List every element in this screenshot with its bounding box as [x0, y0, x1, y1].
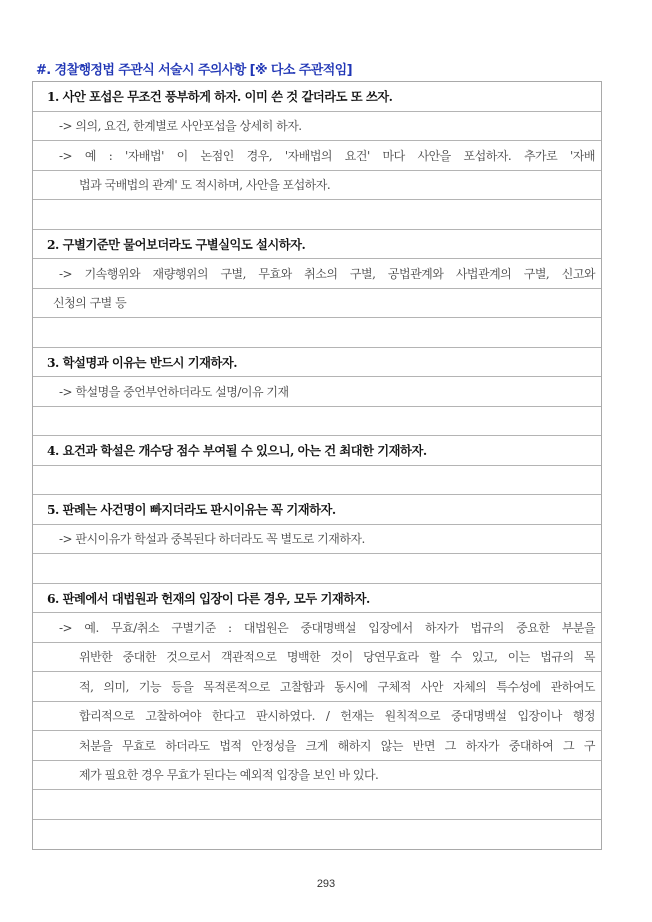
- row-text: -> 예 : '자배법' 이 논점인 경우, '자배법의 요건' 마다 사안을 포섭하자. 추가로 '자배: [59, 148, 595, 163]
- row-text: 위반한 중대한 것으로서 객관적으로 명백한 것이 당연무효라 할 수 있고, 이는 법규의 목: [79, 650, 595, 665]
- row-text: 합리적으로 고찰하여야 한다고 판시하였다. / 헌재는 원칙적으로 중대명백설 입장이나 행정: [79, 709, 595, 724]
- blank-row: [33, 318, 601, 348]
- section-5-title: [33, 495, 601, 525]
- blank-row: [33, 554, 601, 584]
- row-text: 처분을 무효로 하더라도 법적 안정성을 크게 해하지 않는 반면 그 하자가 중대하여 그 구: [79, 738, 595, 753]
- row-text: 3. 학설명과 이유는 반드시 기재하자.: [47, 354, 238, 370]
- section-6-title: [33, 584, 601, 614]
- row-text: 5. 판례는 사건명이 빠지더라도 판시이유는 꼭 기재하자.: [47, 502, 336, 518]
- section-2-title: [33, 230, 601, 260]
- section-6-note-continued: [33, 731, 601, 761]
- blank-row: [33, 200, 601, 230]
- section-2-note: [33, 259, 601, 289]
- section-2-note-continued: [33, 289, 601, 319]
- section-3-note: [33, 377, 601, 407]
- section-1-note-continued: [33, 171, 601, 201]
- row-text: -> 의의, 요건, 한계별로 사안포섭을 상세히 하자.: [59, 119, 302, 134]
- blank-row: [33, 407, 601, 437]
- row-text: -> 기속행위와 재량행위의 구별, 무효와 취소의 구별, 공법관계와 사법관계의 구별, 신고와: [59, 266, 595, 281]
- row-text: 4. 요건과 학설은 개수당 점수 부여될 수 있으니, 아는 건 최대한 기재하자.: [47, 443, 427, 459]
- document-heading: #. 경찰행정법 주관식 서술시 주의사항 [※ 다소 주관적임]: [36, 63, 352, 78]
- section-1-title: [33, 82, 601, 112]
- row-text: -> 학설명을 중언부언하더라도 설명/이유 기재: [59, 384, 289, 399]
- row-text: 2. 구별기준만 물어보더라도 구별실익도 설시하자.: [47, 236, 306, 252]
- section-6-note: [33, 613, 601, 643]
- row-text: 적, 의미, 기능 등을 목적론적으로 고찰함과 동시에 구체적 사안 자체의 특수성에 관하여도: [79, 679, 595, 694]
- section-5-note: [33, 525, 601, 555]
- section-6-note-continued: [33, 672, 601, 702]
- section-3-title: [33, 348, 601, 378]
- blank-row: [33, 466, 601, 496]
- section-1-note: [33, 141, 601, 171]
- section-6-note-continued: [33, 702, 601, 732]
- row-text: 6. 판례에서 대법원과 헌재의 입장이 다른 경우, 모두 기재하자.: [47, 590, 370, 606]
- blank-row: [33, 790, 601, 820]
- row-text: -> 예. 무효/취소 구별기준 : 대법원은 중대명백설 입장에서 하자가 법규의 중요한 부분을: [59, 620, 595, 635]
- row-text: 제가 필요한 경우 무효가 된다는 예외적 입장을 보인 바 있다.: [79, 768, 379, 783]
- section-1-note: [33, 112, 601, 142]
- row-text: 신청의 구별 등: [53, 296, 127, 311]
- row-text: 법과 국배법의 관계' 도 적시하며, 사안을 포섭하자.: [79, 178, 331, 193]
- page-number: 293: [316, 878, 336, 890]
- row-text: 1. 사안 포섭은 무조건 풍부하게 하자. 이미 쓴 것 같더라도 또 쓰자.: [47, 89, 393, 105]
- notes-table: [32, 81, 602, 850]
- section-4-title: [33, 436, 601, 466]
- row-text: -> 판시이유가 학설과 중복된다 하더라도 꼭 별도로 기재하자.: [59, 532, 365, 547]
- section-6-note-continued: [33, 761, 601, 791]
- blank-row: [33, 820, 601, 850]
- section-6-note-continued: [33, 643, 601, 673]
